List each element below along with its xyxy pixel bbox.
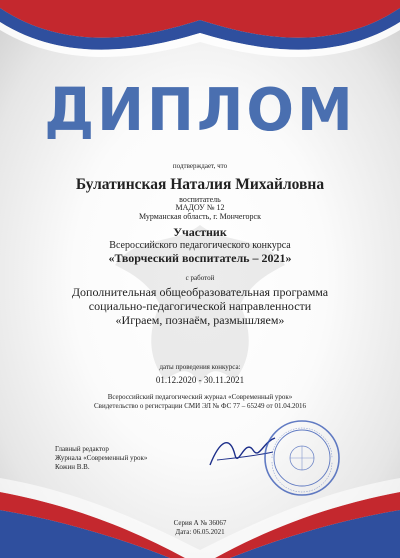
recipient-position: воспитатель bbox=[179, 195, 221, 204]
recipient-organization: МАДОУ № 12 bbox=[175, 203, 225, 212]
editor-block bbox=[55, 445, 147, 472]
status-label: Участник bbox=[173, 225, 227, 239]
with-work-text: с работой bbox=[185, 274, 215, 282]
editor-journal: Журнала «Современный урок» bbox=[55, 454, 148, 463]
footer bbox=[0, 519, 400, 538]
issue-date: Дата: 06.05.2021 bbox=[175, 528, 225, 537]
work-title-line3: «Играем, познаём, размышляем» bbox=[115, 313, 285, 327]
work-title-line1: Дополнительная общеобразовательная программа bbox=[71, 285, 329, 299]
recipient-name: Булатинская Наталия Михайловна bbox=[75, 176, 325, 193]
registration-info: Свидетельство о регистрации СМИ ЭЛ № ФС 77 – 65249 от 01.04.2016 bbox=[94, 402, 306, 410]
dates-label: даты проведения конкурса: bbox=[159, 363, 241, 371]
recipient-location: Мурманская область, г. Мончегорск bbox=[139, 212, 261, 221]
editor-name: Кожин В.В. bbox=[55, 463, 90, 472]
editor-title: Главный редактор bbox=[55, 445, 109, 453]
diploma-title: ДИПЛОМ bbox=[44, 76, 356, 145]
work-title-line2: социально-педагогической направленности bbox=[88, 299, 312, 313]
journal-name: Всероссийский педагогический журнал «Современный урок» bbox=[107, 393, 293, 401]
journal-stamp bbox=[262, 418, 342, 498]
contest-name: «Творческий воспитатель – 2021» bbox=[108, 251, 292, 265]
series-number: Серия А № 36067 bbox=[173, 519, 227, 527]
confirms-text: подтверждает, что bbox=[172, 162, 228, 170]
contest-dates: 01.12.2020 - 30.11.2021 bbox=[155, 375, 245, 385]
contest-type: Всероссийского педагогического конкурса bbox=[109, 240, 291, 251]
